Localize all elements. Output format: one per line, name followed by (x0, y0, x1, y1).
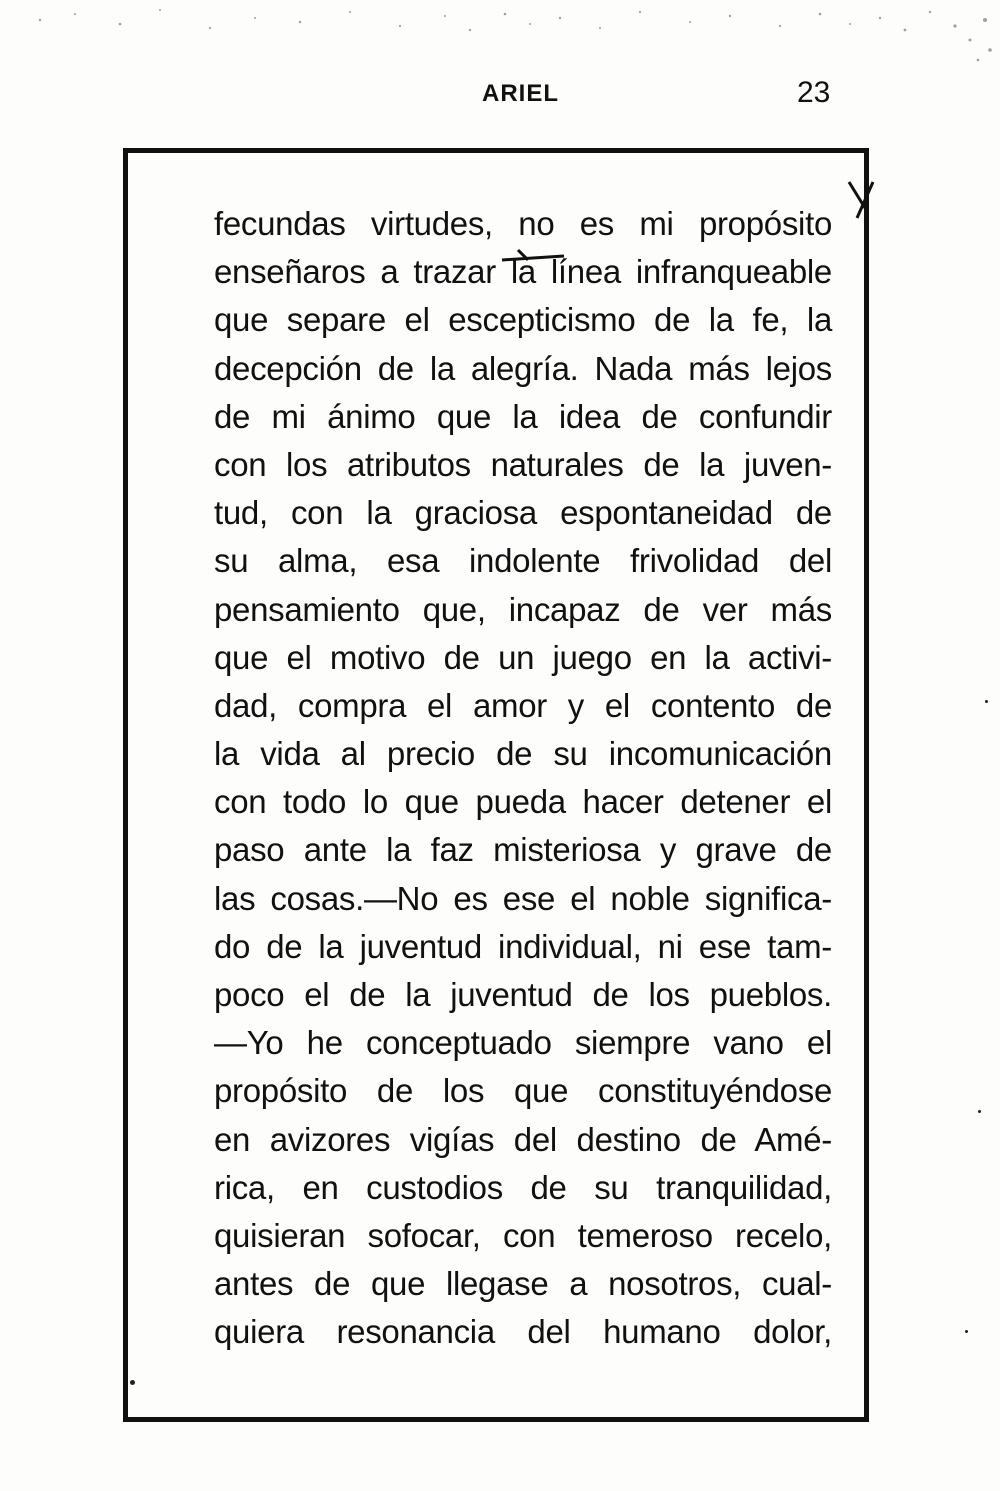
scan-noise (0, 0, 1000, 70)
text-line: fecundas virtudes, no es mi propósito (214, 205, 832, 242)
text-line: poco el de la juventud de los pueblos. (214, 976, 832, 1013)
pencil-mark-icon (843, 178, 883, 228)
running-title: ARIEL (482, 80, 559, 107)
text-line: decepción de la alegría. Nada más lejos (214, 349, 832, 387)
body-text (214, 200, 832, 1357)
text-line: tud, con la graciosa espontaneidad de (214, 494, 832, 532)
margin-dot (978, 1110, 981, 1113)
text-line: dad, compra el amor y el contento de (214, 686, 832, 724)
text-line: propósito de los que constituyéndose (214, 1072, 832, 1110)
text-line: las cosas.—No es ese el noble significa- (214, 879, 832, 917)
text-line: quiera resonancia del humano dolor, (214, 1313, 832, 1351)
running-head (0, 74, 1000, 114)
text-line: que separe el escepticismo de la fe, la (214, 301, 832, 339)
text-line: con los atributos naturales de la juven- (214, 445, 832, 483)
text-line: su alma, esa indolente frivolidad del (214, 542, 832, 580)
text-line: enseñaros a trazar la línea infranqueable (214, 253, 832, 291)
margin-dot (130, 1380, 135, 1385)
margin-dot (985, 700, 988, 703)
text-line: antes de que llegase a nosotros, cual- (214, 1265, 832, 1303)
text-line: de mi ánimo que la idea de confundir (214, 397, 832, 435)
text-line: —Yo he conceptuado siempre vano el (214, 1024, 832, 1062)
text-line: la vida al precio de su incomunicación (214, 735, 832, 773)
text-line: que el motivo de un juego en la activi- (214, 638, 832, 676)
margin-dot (965, 1330, 968, 1333)
text-line: rica, en custodios de su tranquilidad, (214, 1168, 832, 1206)
text-line: paso ante la faz misteriosa y grave de (214, 831, 832, 869)
text-line: pensamiento que, incapaz de ver más (214, 590, 832, 628)
text-line: do de la juventud individual, ni ese tam- (214, 927, 832, 965)
text-line: en avizores vigías del destino de Amé- (214, 1120, 832, 1158)
text-line: con todo lo que pueda hacer detener el (214, 783, 832, 821)
text-line: quisieran sofocar, con temeroso recelo, (214, 1216, 832, 1254)
page-number: 23 (797, 76, 831, 109)
